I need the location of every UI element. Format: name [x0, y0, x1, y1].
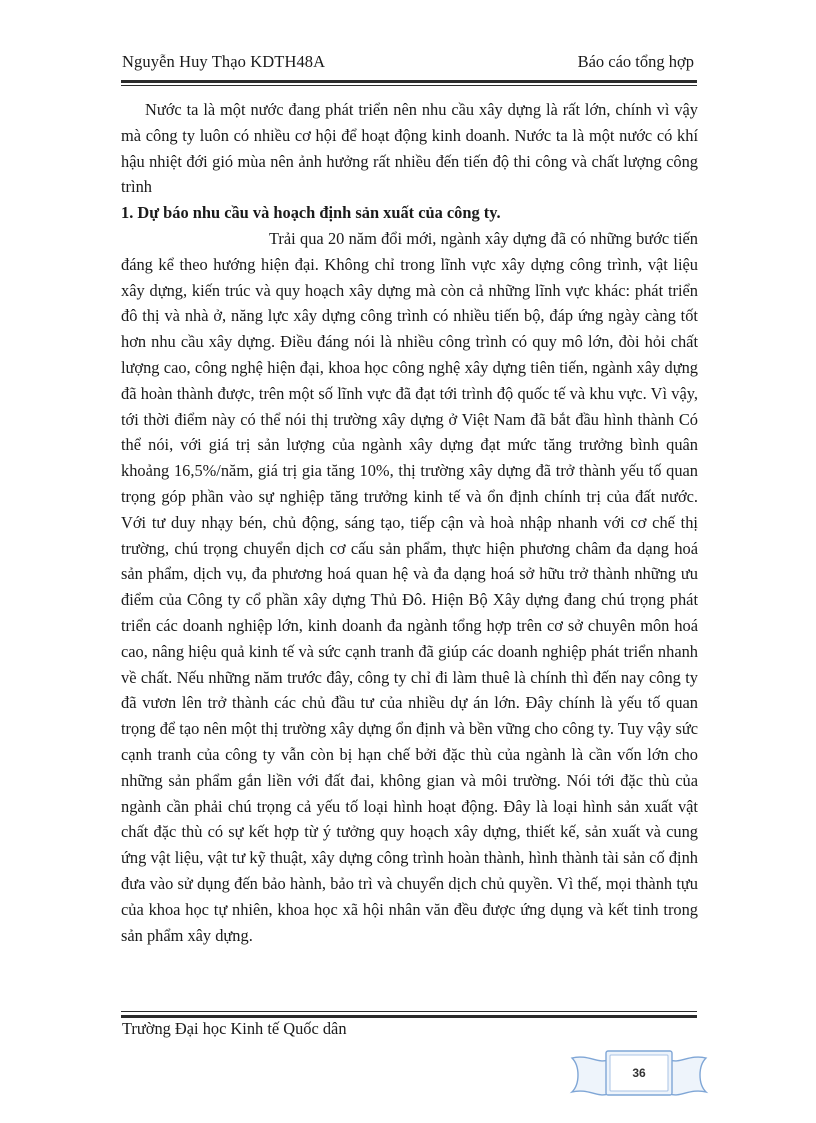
- footer-rule-thin: [121, 1011, 697, 1012]
- header-author: Nguyễn Huy Thạo KDTH48A: [122, 52, 326, 71]
- page-number: 36: [632, 1066, 646, 1080]
- header-rule-thick: [121, 80, 697, 83]
- page-number-badge: [568, 1048, 710, 1102]
- header-title: Báo cáo tổng hợp: [577, 52, 694, 71]
- footer-institution: Trường Đại học Kinh tế Quốc dân: [122, 1019, 347, 1038]
- header-rule-thin: [121, 85, 697, 86]
- section-heading: 1. Dự báo nhu cầu và hoạch định sản xuất của công ty.: [121, 203, 501, 223]
- page-content: [121, 97, 698, 948]
- intro-paragraph: Nước ta là một nước đang phát triển nên nhu cầu xây dựng là rất lớn, chính vì vậy mà công ty luôn có nhiều cơ hội để hoạt động kinh doanh. Nước ta là một nước có khí hậu nhiệt đới gió mùa nên ảnh hưởng rất nhiều đến tiến độ thi công và chất lượng công trình: [121, 100, 698, 197]
- footer-rule-thick: [121, 1015, 697, 1018]
- main-paragraph: Trải qua 20 năm đổi mới, ngành xây dựng đã có những bước tiến đáng kể theo hướng hiện đại. Không chỉ trong lĩnh vực xây dựng công trình, vật liệu xây dựng, kiến trúc và quy hoạch xây dựng mà còn cả những lĩnh vực khác: phát triển đô thị và nhà ở, năng lực xây dựng công trình có nhiều tiến bộ, đáp ứng ngày càng tốt hơn nhu cầu xây dựng. Điều đáng nói là nhiều công trình có quy mô lớn, đòi hỏi chất lượng cao, công nghệ hiện đại, khoa học công nghệ xây dựng tiên tiến, ngành xây dựng đã hoàn thành được, trên một số lĩnh vực đã đạt tới trình độ quốc tế và khu vực. Vì vậy, tới thời điểm này có thể nói thị trường xây dựng ở Việt Nam đã bắt đầu hình thành Có thể nói, với giá trị sản lượng của ngành xây dựng đạt mức tăng trưởng bình quân khoảng 16,5%/năm, giá trị gia tăng 10%, thị trường xây dựng đã trở thành yếu tố quan trọng góp phần vào sự nghiệp tăng trưởng kinh tế và ổn định chính trị của đất nước. Với tư duy nhạy bén, chủ động, sáng tạo, tiếp cận và hoà nhập nhanh với cơ chế thị trường, chú trọng chuyển dịch cơ cấu sản phẩm, thực hiện phương châm đa dạng hoá sản phẩm, dịch vụ, đa phương hoá quan hệ và đa dạng hoá sở hữu trở thành những ưu điểm của Công ty cổ phần xây dựng Thủ Đô. Hiện Bộ Xây dựng đang chú trọng phát triển các doanh nghiệp lớn, kinh doanh đa ngành tổng hợp trên cơ sở chuyên môn hoá cao, nâng hiệu quả kinh tế và sức cạnh tranh đã giúp các doanh nghiệp phát triển nhanh về chất. Nếu những năm trước đây, công ty chỉ đi làm thuê là chính thì đến nay công ty đã vươn lên trở thành các chủ đầu tư của nhiều dự án lớn. Đây chính là yếu tố quan trọng để tạo nên một thị trường xây dựng ổn định và bền vững cho công ty. Tuy vậy sức cạnh tranh của công ty vẫn còn bị hạn chế bởi đặc thù của ngành là cần vốn lớn cho những sản phẩm gắn liền với đất đai, không gian và môi trường. Nói tới đặc thù của ngành cần phải chú trọng cả yếu tố loại hình hoạt động. Đây là loại hình sản xuất vật chất đặc thù có sự kết hợp từ ý tưởng quy hoạch xây dựng, thiết kế, sản xuất và cung ứng vật liệu, vật tư kỹ thuật, xây dựng công trình hoàn thành, hình thành tài sản cố định đưa vào sử dụng đến bảo hành, bảo trì và chuyển dịch chủ quyền. Vì thế, mọi thành tựu của khoa học tự nhiên, khoa học xã hội nhân văn đều được ứng dụng và kết tinh trong sản phẩm xây dựng.: [121, 228, 698, 945]
